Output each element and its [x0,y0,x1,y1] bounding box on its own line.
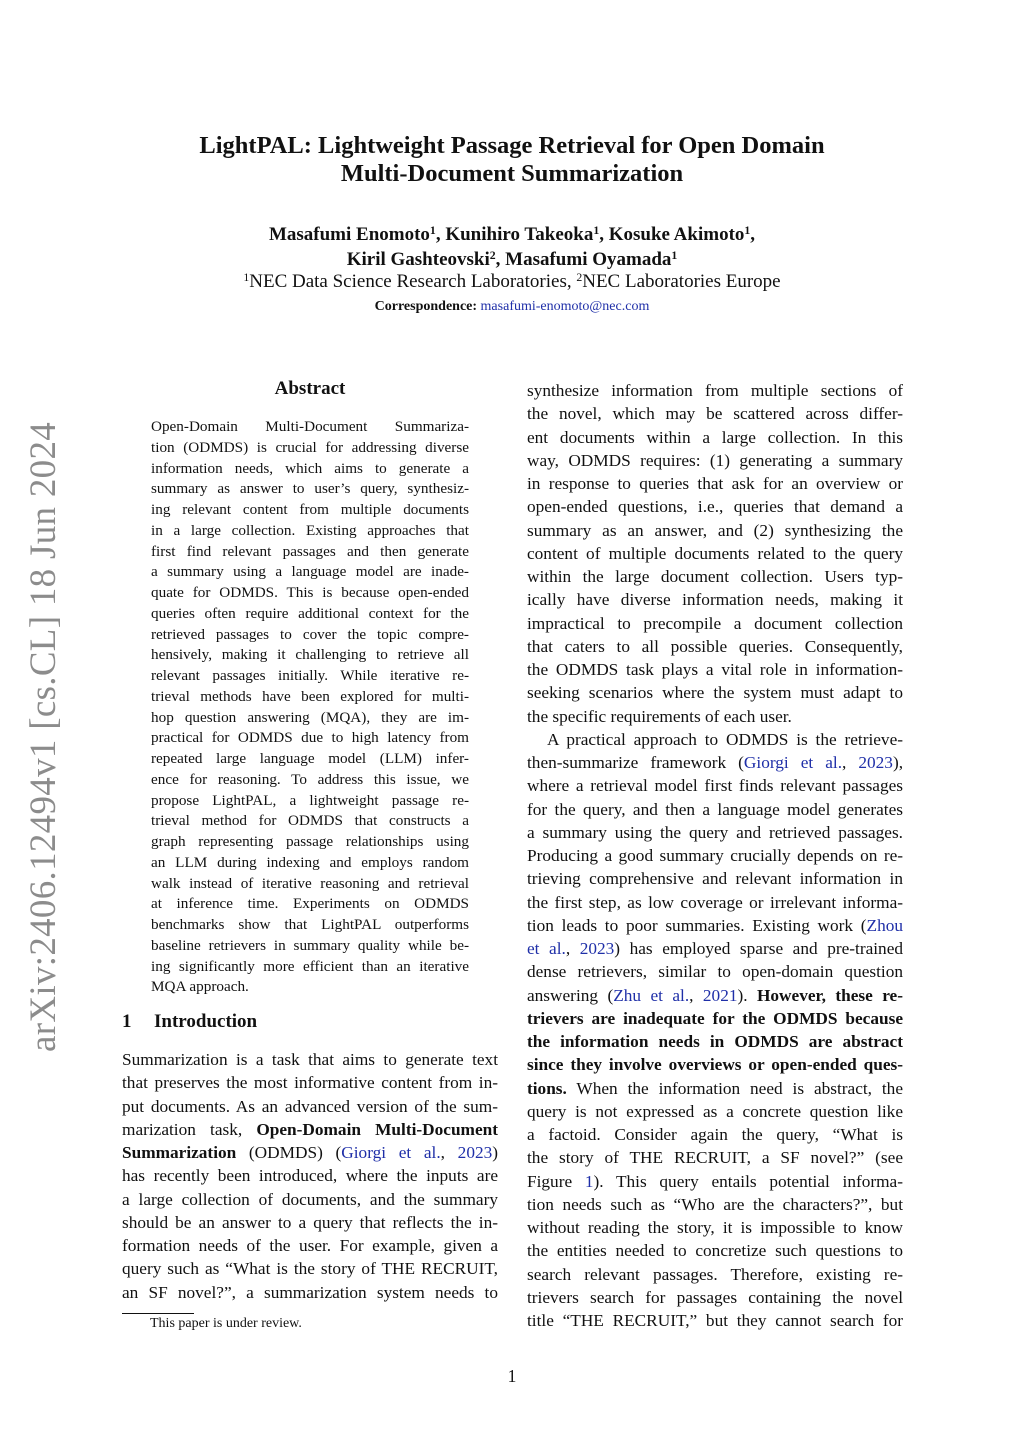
text-run: should be an answer to a query that reflects the in- [122,1212,498,1232]
text-line [527,658,903,681]
text-line [527,1030,903,1053]
text-line [527,402,903,425]
text-run: ) [492,1143,498,1162]
text-run: that caters to all possible queries. Consequently, [527,636,903,656]
text-line [527,1077,903,1100]
text-line [122,1257,498,1280]
text-line [527,728,903,751]
text-run: A practical approach to ODMDS is the retrieve- [547,729,903,749]
text-line [527,1053,903,1076]
abstract-line: hensively, making it challenging to retrieve all [151,646,469,664]
bold-text: Open-Domain Multi-Document [256,1119,498,1139]
text-line [527,495,903,518]
text-line [527,1193,903,1216]
text-run: formation needs of the user. For example, given a [122,1236,498,1255]
citation-link[interactable]: 2023 [579,939,615,958]
abstract-line: benchmarks show that LightPAL outperforms [151,916,469,933]
text-run: Summarization is a task that aims to generate text [122,1050,498,1069]
text-line [527,1146,903,1169]
text-run: then-summarize framework ( [527,753,744,772]
text-run: impractical to precompile a document collection [527,613,903,633]
abstract-line: MQA approach. [151,978,249,996]
author-affiliation-mark: 2 [489,249,496,263]
text-run: way, ODMDS requires: (1) generating a summary [527,450,903,470]
text-line [527,1286,903,1309]
text-run: dense retrievers, similar to open-domain question [527,962,903,982]
abstract-line: an LLM during indexing and employs random [151,853,469,871]
correspondence [100,298,924,316]
text-run: that preserves the most informative content from in- [122,1073,498,1093]
text-run: ent documents within a large collection. In this [527,427,903,447]
abstract-line: graph representing passage relationships using [151,833,469,850]
text-run: Producing a good summary crucially depends on re- [527,846,903,865]
text-line [527,565,903,588]
text-line [527,681,903,704]
citation-link[interactable]: Giorgi et al. [743,753,843,772]
text-line [527,1007,903,1030]
text-line [122,1095,498,1118]
text-run: When the information need is abstract, the [566,1078,903,1098]
abstract-line: walk instead of iterative reasoning and retrieval [151,874,469,892]
author-separator: , [750,224,756,245]
abstract-line: information needs, which aims to generate a [151,459,469,477]
text-line [122,1071,498,1094]
text-line [527,774,903,797]
section-number: 1 [122,1011,132,1032]
text-run: ) has employed sparse and pre-trained [614,939,904,958]
bold-text: tions. [527,1078,567,1098]
abstract-line: queries often require additional context for the [151,604,469,622]
abstract-line: practical for ODMDS due to high latency from [151,729,469,747]
text-run: search relevant passages. Therefore, existing re- [527,1264,903,1284]
abstract-line: retrieved passages to cover the topic compre- [151,625,469,643]
bold-text: the information needs in ODMDS are abstract [527,1032,903,1051]
author-name: Kunihiro Takeoka [445,224,594,245]
text-line [527,1100,903,1123]
text-run: , [565,939,580,958]
text-line [527,1239,903,1262]
text-run: put documents. As an advanced version of the sum- [122,1096,498,1116]
text-run: an SF novel?”, a summarization system needs to [122,1282,498,1302]
text-line [527,588,903,611]
abstract-line: repeated large language model (LLM) infer- [151,750,469,767]
author-affiliation-mark: 1 [744,224,751,238]
affiliation-name: NEC Data Science Research Laboratories, [249,271,577,292]
text-run: has recently been introduced, where the inputs are [122,1166,498,1186]
text-run: within the large document collection. Users typ- [527,567,903,586]
text-line [527,891,903,914]
arxiv-identifier: arXiv:2406.12494v1 [cs.CL] 18 Jun 2024 [23,421,64,1052]
text-line [122,1118,498,1141]
author-list [100,222,924,272]
author-line-2 [100,247,924,272]
text-line [527,635,903,658]
abstract-line: quate for ODMDS. This is because open-ended [151,584,469,601]
text-line [527,1263,903,1286]
text-line [122,1141,498,1164]
text-run: marization task, [122,1119,257,1139]
text-line [122,1281,498,1304]
text-run: the ODMDS task plays a vital role in information- [527,660,903,679]
citation-link[interactable]: 1 [584,1171,594,1191]
abstract-line: baseline retrievers in summary quality while be- [151,936,469,954]
text-line [527,705,903,728]
correspondence-label: Correspondence: [374,299,478,314]
bold-text: trievers are inadequate for the ODMDS because [527,1008,903,1028]
author-separator: , [435,224,446,245]
abstract-line: in a large collection. Existing approaches that [151,521,469,539]
text-line [527,426,903,449]
footnote: This paper is under review. [150,1316,302,1331]
affiliation-mark: 2 [576,271,583,285]
title-line-2: Multi-Document Summarization [340,160,684,187]
author-name: Kosuke Akimoto [608,224,745,245]
text-line [527,1216,903,1239]
text-line [122,1164,498,1187]
bold-text: However, these re- [756,985,903,1005]
affiliations [100,270,924,294]
text-line [527,798,903,821]
text-run: the first step, as low coverage or irrelevant informa- [527,892,903,912]
citation-link[interactable]: 2023 [858,753,893,772]
text-run: , [689,985,703,1005]
text-line [527,449,903,472]
text-run: the novel, which may be scattered across differ- [527,404,903,424]
citation-link[interactable]: et al. [527,939,566,958]
abstract-line: at inference time. Experiments on ODMDS [151,895,469,913]
abstract-line: relevant passages initially. While iterative re- [151,667,469,684]
abstract-line: propose LightPAL, a lightweight passage re- [151,791,469,809]
abstract-line: ing relevant content from multiple documents [151,501,469,518]
abstract-line: trieval method for ODMDS that constructs a [151,812,469,830]
text-run: title “THE RECRUIT,” but they cannot search for [527,1311,903,1330]
text-run: the story of THE RECRUIT, a SF novel?” (see [527,1148,903,1168]
text-line [527,472,903,495]
text-run: the entities needed to concretize such questions to [527,1241,903,1261]
text-line [527,751,903,774]
text-run: without reading the story, it is impossible to know [527,1218,903,1237]
section-heading-introduction [122,1011,498,1033]
text-run: ), [892,753,904,772]
text-run: Figure [527,1171,585,1191]
text-run: a factoid. Consider again the query, “What is [527,1125,903,1144]
citation-link[interactable]: Zhou [866,915,903,935]
text-run: ically have diverse information needs, making it [527,590,903,610]
text-line [122,1234,498,1257]
author-name: Kiril Gashteovski [346,249,490,270]
text-run: , [440,1143,458,1162]
abstract-heading: Abstract [274,378,346,399]
text-run: query such as “What is the story of THE RECRUIT, [122,1259,498,1279]
author-name: Masafumi Enomoto [268,224,430,245]
text-line [527,914,903,937]
section-title: Introduction [154,1011,258,1032]
text-run: ). This query entails potential informa- [593,1171,903,1191]
bold-text: Summarization [122,1143,237,1162]
text-run: a large collection of documents, and the summary [122,1189,498,1209]
text-line [527,960,903,983]
text-line [527,519,903,542]
abstract-line: ence for reasoning. To address this issue, we [151,770,469,788]
text-run: trievers search for passages containing the novel [527,1287,903,1307]
text-run: tion needs such as “Who are the characters?”, but [527,1194,903,1214]
text-run: answering ( [527,985,614,1005]
text-line [527,937,903,960]
text-run: (ODMDS) ( [236,1143,342,1162]
text-line [122,1211,498,1234]
text-line [527,1123,903,1146]
text-run: tion leads to poor summaries. Existing work ( [527,915,867,935]
citation-link[interactable]: Zhu et al. [613,985,690,1005]
affiliation-mark: 1 [243,271,250,285]
text-run: summary as an answer, and (2) synthesizing the [527,520,903,540]
text-line [527,1309,903,1332]
text-run: for the query, and then a language model generates [527,799,903,819]
abstract-line: trieval methods have been explored for multi- [151,687,469,705]
text-line [527,379,903,402]
text-run: open-ended questions, i.e., queries that demand a [527,497,903,517]
author-separator: , [495,249,506,270]
abstract-line: first find relevant passages and then generate [151,542,469,560]
author-affiliation-mark: 1 [593,224,600,238]
abstract-line: Open-Domain Multi-Document Summariza- [151,418,469,435]
right-column-text [527,379,903,1332]
abstract-body [151,417,469,998]
author-separator: , [599,224,609,245]
text-run: seeking scenarios where the system must adapt to [527,683,903,703]
correspondence-email-link[interactable]: masafumi-enomoto@nec.com [480,299,650,314]
page-number: 1 [507,1366,517,1386]
bold-text: since they involve overviews or open-ended ques- [527,1055,903,1075]
text-run: a summary using the query and retrieved passages. [527,822,903,842]
text-run: query is not expressed as a concrete question like [527,1101,903,1121]
text-run: the specific requirements of each user. [527,706,792,726]
abstract-line: summary as answer to user’s query, synthesiz- [151,480,469,498]
paper-title [100,132,924,188]
text-run: synthesize information from multiple sections of [527,381,903,400]
abstract-line: hop question answering (MQA), they are im- [151,708,469,726]
text-line [527,821,903,844]
text-run: content of multiple documents related to the query [527,543,903,563]
affiliation-name: NEC Laboratories Europe [582,271,781,292]
text-line [122,1048,498,1071]
text-run: ). [737,985,757,1005]
text-run: , [842,753,859,772]
text-line [527,984,903,1007]
author-name: Masafumi Oyamada [505,249,672,270]
abstract-line: ing significantly more efficient than an iterative [151,957,469,975]
footnote-rule [122,1313,194,1314]
text-run: trieving comprehensive and relevant information in [527,869,903,889]
citation-link[interactable]: Giorgi et al. [341,1143,441,1162]
left-column-text [122,1048,498,1304]
citation-link[interactable]: 2021 [702,985,738,1005]
author-affiliation-mark: 1 [671,249,678,263]
citation-link[interactable]: 2023 [457,1143,493,1162]
text-line [527,1170,903,1193]
text-line [527,844,903,867]
text-line [122,1188,498,1211]
author-line-1 [100,222,924,247]
text-run: where a retrieval model first finds relevant passages [527,776,903,796]
title-line-1: LightPAL: Lightweight Passage Retrieval for Open Domain [199,132,825,159]
text-line [527,612,903,635]
text-line [527,542,903,565]
text-line [527,867,903,890]
abstract-line: a summary using a language model are inade- [151,563,469,581]
text-run: in response to queries that ask for an overview or [527,474,903,493]
author-affiliation-mark: 1 [429,224,436,238]
abstract-line: tion (ODMDS) is crucial for addressing diverse [151,438,469,456]
